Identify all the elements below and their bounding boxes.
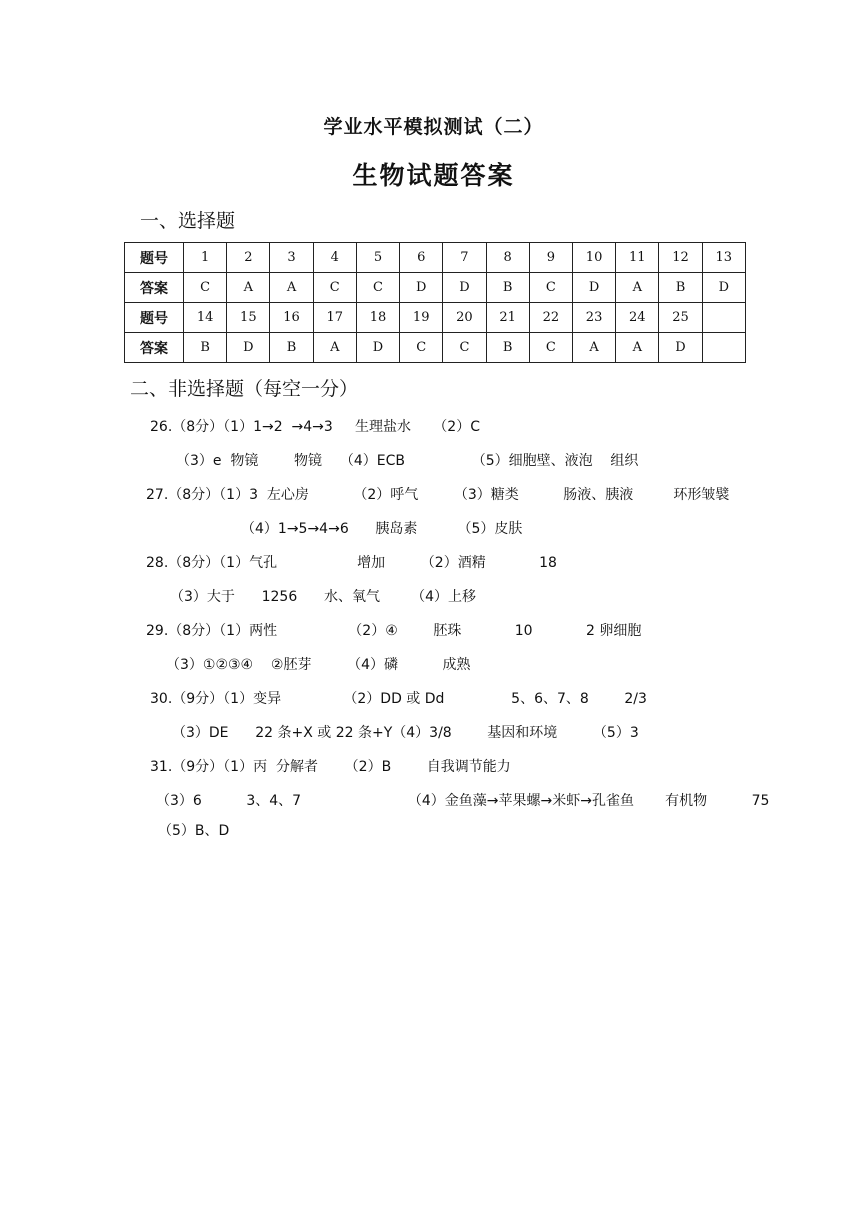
table-cell: 12 bbox=[659, 243, 702, 273]
table-cell: 13 bbox=[702, 243, 745, 273]
table-cell: A bbox=[270, 273, 313, 303]
table-cell: D bbox=[659, 333, 702, 363]
answer-key-title: 生物试题答案 bbox=[352, 161, 515, 190]
table-cell: 4 bbox=[313, 243, 356, 273]
table-cell: 2 bbox=[227, 243, 270, 273]
answer-line-q29-b: （3）①②③④ ②胚芽 （4）磷 成熟 bbox=[166, 657, 471, 673]
table-cell: 8 bbox=[486, 243, 529, 273]
table-cell bbox=[702, 303, 745, 333]
table-cell: 17 bbox=[313, 303, 356, 333]
table-cell: D bbox=[400, 273, 443, 303]
table-row bbox=[125, 303, 746, 333]
row-header: 答案 bbox=[125, 333, 184, 363]
table-cell: C bbox=[529, 273, 572, 303]
table-cell: A bbox=[616, 273, 659, 303]
exam-title: 学业水平模拟测试（二） bbox=[323, 116, 544, 138]
answer-line-q26-a: 26.（8分）（1）1→2 →4→3 生理盐水 （2）C bbox=[150, 419, 480, 435]
table-cell: D bbox=[227, 333, 270, 363]
table-cell: 10 bbox=[572, 243, 615, 273]
table-cell: C bbox=[184, 273, 227, 303]
answer-line-q31-a: 31.（9分）（1）丙 分解者 （2）B 自我调节能力 bbox=[150, 759, 511, 775]
table-cell: C bbox=[529, 333, 572, 363]
row-header: 题号 bbox=[125, 243, 184, 273]
table-cell: 11 bbox=[616, 243, 659, 273]
table-cell: A bbox=[313, 333, 356, 363]
table-cell: 18 bbox=[356, 303, 399, 333]
table-cell: C bbox=[443, 333, 486, 363]
table-row bbox=[125, 243, 746, 273]
table-cell: D bbox=[356, 333, 399, 363]
table-cell: 3 bbox=[270, 243, 313, 273]
table-cell: B bbox=[659, 273, 702, 303]
section-open-questions-heading: 二、非选择题（每空一分） bbox=[130, 378, 359, 400]
section-multiple-choice-heading: 一、选择题 bbox=[140, 210, 236, 232]
table-cell: A bbox=[227, 273, 270, 303]
answer-line-q28-b: （3）大于 1256 水、氧气 （4）上移 bbox=[170, 589, 476, 605]
multiple-choice-answer-table bbox=[124, 242, 746, 363]
table-row bbox=[125, 273, 746, 303]
table-cell: A bbox=[572, 333, 615, 363]
answer-line-q27-b: （4）1→5→4→6 胰岛素 （5）皮肤 bbox=[241, 521, 523, 537]
table-cell: B bbox=[270, 333, 313, 363]
answer-line-q28-a: 28.（8分）（1）气孔 增加 （2）酒精 18 bbox=[146, 555, 557, 571]
answer-line-q30-b: （3）DE 22 条+X 或 22 条+Y（4）3/8 基因和环境 （5）3 bbox=[172, 725, 639, 741]
table-cell: 20 bbox=[443, 303, 486, 333]
table-cell: 21 bbox=[486, 303, 529, 333]
table-cell: A bbox=[616, 333, 659, 363]
table-cell: C bbox=[356, 273, 399, 303]
answer-line-q27-a: 27.（8分）（1）3 左心房 （2）呼气 （3）糖类 肠液、胰液 环形皱襞 bbox=[146, 487, 730, 503]
answer-line-q31-c: （5）B、D bbox=[158, 823, 230, 839]
table-cell: 23 bbox=[572, 303, 615, 333]
table-cell: 24 bbox=[616, 303, 659, 333]
table-cell: D bbox=[702, 273, 745, 303]
table-cell: 5 bbox=[356, 243, 399, 273]
table-cell: 14 bbox=[184, 303, 227, 333]
table-cell: 19 bbox=[400, 303, 443, 333]
table-cell bbox=[702, 333, 745, 363]
table-cell: B bbox=[486, 333, 529, 363]
answer-line-q29-a: 29.（8分）（1）两性 （2）④ 胚珠 10 2 卵细胞 bbox=[146, 623, 642, 639]
table-cell: B bbox=[486, 273, 529, 303]
row-header: 答案 bbox=[125, 273, 184, 303]
table-cell: 15 bbox=[227, 303, 270, 333]
table-cell: 22 bbox=[529, 303, 572, 333]
table-cell: 16 bbox=[270, 303, 313, 333]
table-cell: 6 bbox=[400, 243, 443, 273]
answer-line-q31-b: （3）6 3、4、7 （4）金鱼藻→苹果螺→米虾→孔雀鱼 有机物 75 bbox=[156, 793, 770, 809]
table-cell: C bbox=[400, 333, 443, 363]
table-cell: 9 bbox=[529, 243, 572, 273]
table-cell: C bbox=[313, 273, 356, 303]
table-cell: 1 bbox=[184, 243, 227, 273]
answer-line-q26-b: （3）e 物镜 物镜 （4）ECB （5）细胞壁、液泡 组织 bbox=[176, 453, 639, 469]
table-cell: B bbox=[184, 333, 227, 363]
table-cell: 7 bbox=[443, 243, 486, 273]
row-header: 题号 bbox=[125, 303, 184, 333]
table-cell: D bbox=[572, 273, 615, 303]
table-cell: 25 bbox=[659, 303, 702, 333]
table-row bbox=[125, 333, 746, 363]
answer-line-q30-a: 30.（9分）（1）变异 （2）DD 或 Dd 5、6、7、8 2/3 bbox=[150, 691, 647, 707]
table-cell: D bbox=[443, 273, 486, 303]
